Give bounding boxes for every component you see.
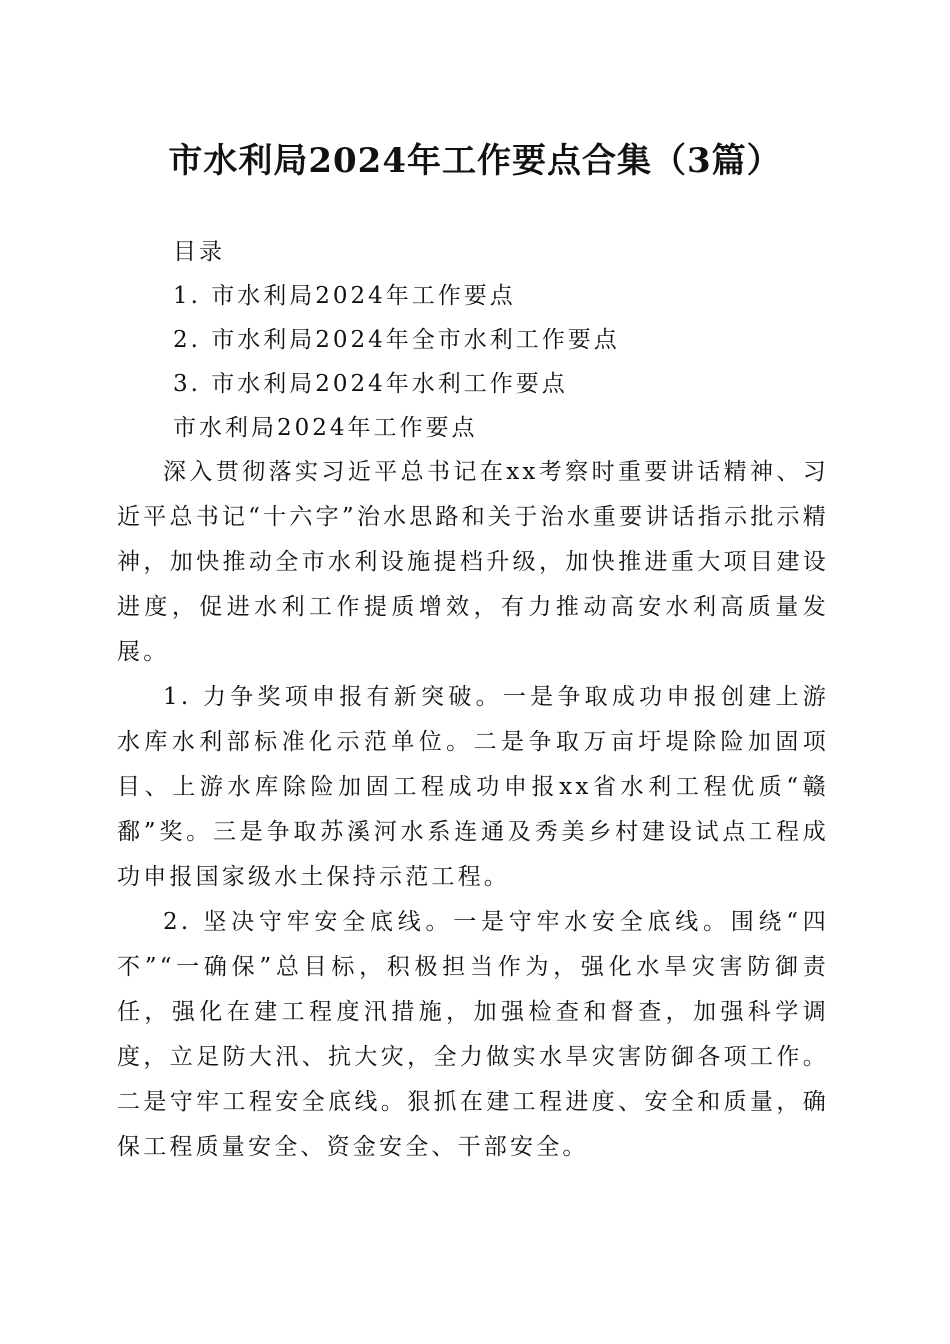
- paragraph-safety: 2. 坚决守牢安全底线。一是守牢水安全底线。围绕“四不”“一确保”总目标，积极担当作为，强化水旱灾害防御责任，强化在建工程度汛措施，加强检查和督查，加强科学调度，立足防大汛、抗大灾，全力做实水旱灾害防御各项工作。二是守牢工程安全底线。狠抓在建工程进度、安全和质量，确保工程质量安全、资金安全、干部安全。: [117, 909, 829, 1160]
- section-title: 市水利局2024年工作要点: [173, 415, 478, 441]
- paragraph-awards: 1. 力争奖项申报有新突破。一是争取成功申报创建上游水库水利部标准化示范单位。二是争取万亩圩堤除险加固项目、上游水库除险加固工程成功申报xx省水利工程优质“赣鄱”奖。三是争取苏溪河水系连通及秀美乡村建设试点工程成功申报国家级水土保持示范工程。: [117, 684, 829, 890]
- toc-heading: 目录: [173, 239, 225, 265]
- toc-item-1: 1. 市水利局2024年工作要点: [173, 283, 516, 309]
- toc-item-2: 2. 市水利局2024年全市水利工作要点: [173, 327, 620, 353]
- table-of-contents: [173, 230, 853, 450]
- document-title: 市水利局2024年工作要点合集（3篇）: [168, 141, 782, 181]
- intro-paragraph: 深入贯彻落实习近平总书记在xx考察时重要讲话精神、习近平总书记“十六字”治水思路和关于治水重要讲话指示批示精神，加快推动全市水利设施提档升级，加快推进重大项目建设进度，促进水利工作提质增效，有力推动高安水利高质量发展。: [117, 459, 829, 665]
- document-body: [117, 450, 829, 1170]
- toc-item-3: 3. 市水利局2024年水利工作要点: [173, 371, 568, 397]
